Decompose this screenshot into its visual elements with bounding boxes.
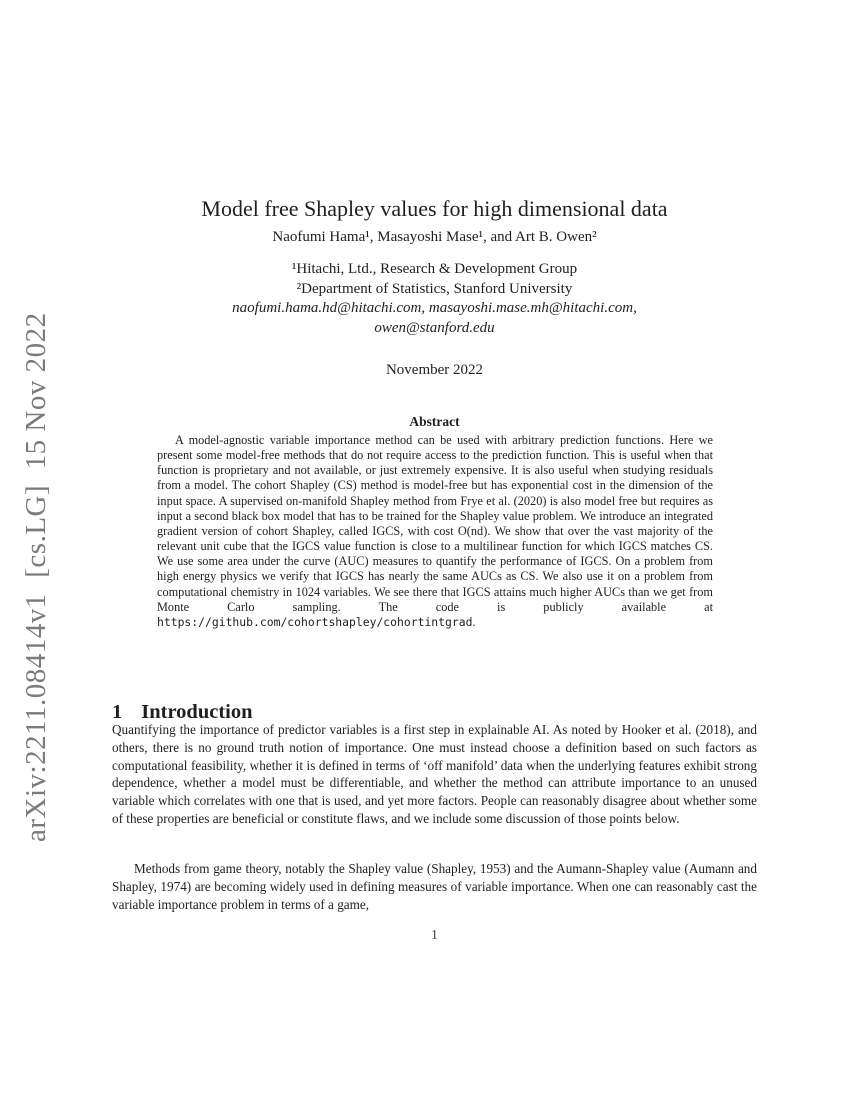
section-1-title: Introduction — [141, 701, 253, 723]
abstract-body — [157, 433, 713, 630]
abstract-url-suffix: . — [472, 614, 476, 629]
email-line-1: naofumi.hama.hd@hitachi.com, masayoshi.mase.mh@hitachi.com, — [232, 300, 637, 316]
publication-date: November 2022 — [385, 362, 484, 378]
abstract-heading: Abstract — [409, 414, 460, 429]
intro-paragraph-2: Methods from game theory, notably the Shapley value (Shapley, 1953) and the Aumann-Shapley value (Aumann and Shapley, 1974) are becoming widely used in defining measures of variable importance. When one can reasonably cast the variable importance problem in terms of a game, — [112, 861, 757, 912]
affiliations — [112, 260, 757, 299]
page-number: 1 — [431, 927, 438, 942]
author-line: Naofumi Hama¹, Masayoshi Mase¹, and Art B. Owen² — [272, 229, 597, 245]
section-1-number: 1 — [112, 701, 123, 723]
author-emails — [112, 299, 757, 338]
affiliation-line-1: ¹Hitachi, Ltd., Research & Development Group — [291, 261, 578, 277]
arxiv-watermark: arXiv:2211.08414v1 [cs.LG] 15 Nov 2022 — [20, 312, 52, 842]
paper-title: Model free Shapley values for high dimensional data — [201, 195, 668, 221]
intro-paragraph-1: Quantifying the importance of predictor variables is a first step in explainable AI. As noted by Hooker et al. (2018), and others, there is no ground truth notion of importance. One must instead choose a definition based on such factors as computational feasibility, whether it is defined in terms of ‘off manifold’ data when the underlying features exhibit strong dependence, whether a model must be differentiable, and whether the method can attribute importance to an unused variable which correlates with one that is used, and yet more factors. People can reasonably disagree about whether some of these properties are beneficial or constitute flaws, and we include some discussion of those points below. — [112, 722, 757, 826]
paper-content — [112, 0, 757, 1100]
abstract-text: A model-agnostic variable importance method can be used with arbitrary prediction functions. Here we present some model-free methods that do not require access to the prediction function. This is useful when that function is proprietary and not available, or just extremely expensive. It is also useful when studying residuals from a model. The cohort Shapley (CS) method is model-free but has exponential cost in the dimension of the input space. A supervised on-manifold Shapley method from Frye et al. (2020) is also model free but requires as input a second black box model that has to be trained for the Shapley value problem. We introduce an integrated gradient version of cohort Shapley, called IGCS, with cost O(nd). We show that over the vast majority of the relevant unit cube that the IGCS value function is close to a multilinear function for which IGCS matches CS. We use some area under the curve (AUC) measures to quantify the performance of IGCS. On a problem from high energy physics we verify that IGCS has nearly the same AUCs as CS. We also use it on a problem from computational chemistry in 1024 variables. We see there that IGCS attains much higher AUCs than we get from Monte Carlo sampling. The code is publicly available at — [157, 433, 713, 614]
code-repository-url: https://github.com/cohortshapley/cohortintgrad — [157, 614, 473, 629]
affiliation-line-2: ²Department of Statistics, Stanford University — [296, 280, 573, 297]
email-line-2: owen@stanford.edu — [374, 319, 495, 336]
